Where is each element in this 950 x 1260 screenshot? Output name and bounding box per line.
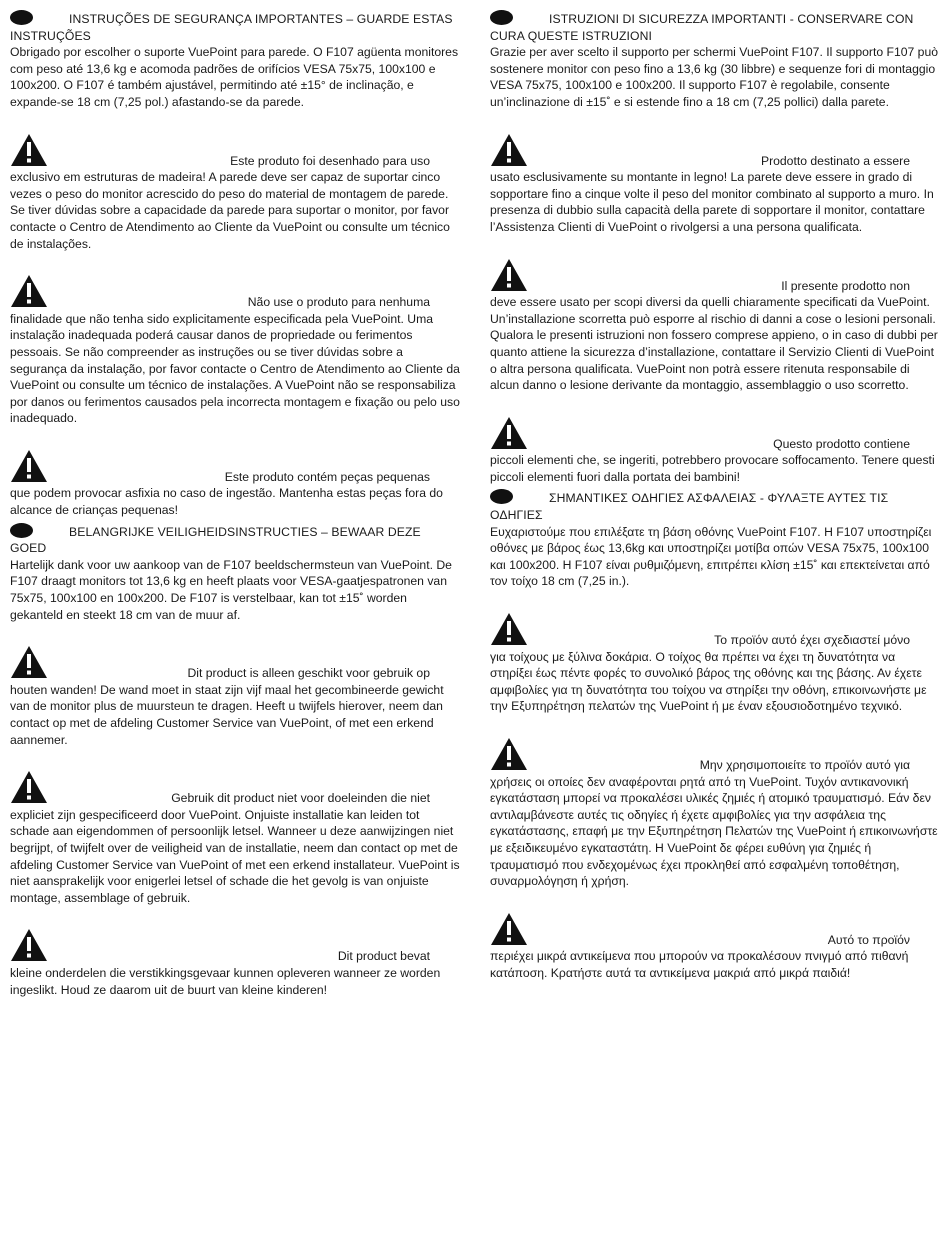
warning-text: kleine onderdelen die verstikkingsgevaar kunnen opleveren wanneer ze worden ingeslikt. Houd ze daarom uit de buurt van kleine kinderen! (10, 965, 441, 997)
warning-lead: Gebruik dit product niet voor doeleinden die niet (171, 791, 430, 806)
warning-block (490, 912, 940, 982)
section-intro: Hartelijk dank voor uw aankoop van de F107 beeldschermsteun van VuePoint. De F107 draagt monitors tot 13,6 kg en heeft plaats voor VESA-gaatjespatronen van 75x75, 100x100 en 100x200. De F107 is verstelbaar, kan tot ±15˚ worden gekanteld en steekt 18 cm van de muur af. (10, 557, 452, 622)
warning-lead: Dit product bevat (337, 949, 430, 964)
warning-text: houten wanden! De wand moet in staat zijn vijf maal het gecombineerde gewicht van de monitor plus de muursteun te dragen. Heeft u twijfels hierover, neem dan contact op met de afdeling Customer Service van VuePoint, of met een erkend aannemer. (10, 682, 444, 747)
left-column (10, 10, 460, 998)
warning-icon (490, 612, 528, 646)
warning-lead: Το προϊόν αυτό έχει σχεδιαστεί μόνο (714, 633, 910, 648)
warning-icon (10, 133, 48, 167)
warning-icon (10, 928, 48, 962)
warning-icon (490, 912, 528, 946)
warning-block (490, 133, 940, 236)
section-intro: Obrigado por escolher o suporte VuePoint para parede. O F107 agüenta monitores com peso até 13,6 kg e acomoda padrões de orifícios VESA 75x75, 100x100 e 100x200. O F107 é também ajustável, permitindo até ±15° de inclinação, e expande-se 18 cm (7,25 pol.) afastando-se da parede. (10, 45, 459, 109)
warning-block (10, 274, 460, 427)
section-title: BELANGRIJKE VEILIGHEIDSINSTRUCTIES – BEWAAR DEZE GOED (10, 524, 421, 556)
warning-icon (490, 258, 528, 292)
warning-text: usato esclusivamente su montante in legno! La parete deve essere in grado di sopportare fino a cinque volte il peso del monitor combinato al supporto a muro. In presenza di dubbio sulla capacità della parete di sopportare il monitor, contattare l’Assistenza Clienti di VuePoint o rivolgersi a una persona qualificata. (490, 170, 934, 234)
warning-lead: Dit product is alleen geschikt voor gebruik op (187, 666, 430, 681)
warning-block (10, 133, 460, 253)
warning-lead: Μην χρησιμοποιείτε το προϊόν αυτό για (699, 758, 910, 772)
warning-lead: Não use o produto para nenhuma (247, 295, 430, 310)
warning-lead: Αυτό το προϊόν (827, 932, 910, 947)
section-intro: Grazie per aver scelto il supporto per schermi VuePoint F107. Il supporto F107 può sostenere monitor con peso fino a 13,6 kg (30 libbre) e sequenze fori di montaggio VESA 75x75, 100x100 e 100x200. Il supporto F107 è regolabile, consente un’inclinazione di ±15˚ e si estende fino a 18 cm (7,25 pollici) dalla parete. (490, 45, 939, 109)
warning-block (10, 449, 460, 519)
section-intro: Ευχαριστούμε που επιλέξατε τη βάση οθόνης VuePoint F107. Η F107 υποστηρίζει οθόνες με βάρος έως 13,6kg και υποστηρίζει μοτίβα οπών VESA 75x75, 100x100 και 100x200. Η F107 είναι ρυθμιζόμενη, επιτρέπει κλίση ±15˚ και επεκτείνεται από τον τοίχο 18 cm (7,25 in.). (490, 524, 932, 589)
warning-text: piccoli elementi che, se ingeriti, potrebbero provocare soffocamento. Tenere questi piccoli elementi fuori dalla portata dei bambini! (490, 453, 935, 484)
warning-icon (10, 449, 48, 483)
warning-block (10, 770, 460, 906)
warning-block (490, 612, 940, 715)
right-column (490, 10, 940, 982)
warning-text: περιέχει μικρά αντικείμενα που μπορούν να προκαλέσουν πνιγμό από πιθανή κατάποση. Κρατήστε αυτά τα αντικείμενα μακριά από μικρά παιδιά! (490, 949, 909, 980)
warning-lead: Este produto contém peças pequenas (224, 469, 430, 484)
warning-text: expliciet zijn gespecificeerd door VuePoint. Onjuiste installatie kan leiden tot schade aan eigendommen of persoonlijk letsel. Wanneer u deze aanwijzingen niet begrijpt, of twijfelt over de veiligheid van de installatie, neem dan contact op met de afdeling Customer Service van VuePoint of met een erkend installateur. VuePoint is niet aansprakelijk voor enigerlei letsel of schade die het gevolg is van onjuiste montage, assemblage of gebruik. (10, 807, 460, 905)
warning-icon (490, 416, 528, 450)
warning-icon (490, 737, 528, 771)
bullet-icon (10, 10, 33, 25)
warning-text: finalidade que não tenha sido explicitamente especificada pela VuePoint. Uma instalação inadequada poderá causar danos de propriedade ou ferimentos pessoais. Se não compreender as instruções ou se tiver dúvidas sobre a segurança da instalação, por favor contacte o Centro de Atendimento ao Cliente da VuePoint ou consulte um técnico de instalações. A VuePoint não se responsabiliza por danos ou ferimentos causados pela incorrecta montagem e fixação ou pelo uso inadequado. (10, 311, 460, 426)
warning-icon (10, 274, 48, 308)
warning-block (490, 416, 940, 486)
warning-lead: Este produto foi desenhado para uso (230, 153, 430, 168)
warning-block (10, 928, 460, 998)
warning-block (490, 258, 940, 394)
warning-icon (10, 770, 48, 804)
bullet-icon (490, 10, 513, 25)
section-greek (490, 489, 940, 981)
section-portuguese (10, 10, 460, 519)
bullet-icon (490, 489, 513, 504)
warning-icon (490, 133, 528, 167)
warning-icon (10, 645, 48, 679)
section-dutch (10, 523, 460, 998)
section-title: ΣΗΜΑΝΤΙΚΕΣ ΟΔΗΓΙΕΣ ΑΣΦΑΛΕΙΑΣ - ΦΥΛΑΞΤΕ ΑΥΤΕΣ ΤΙΣ ΟΔΗΓΙΕΣ (490, 491, 889, 523)
warning-block (10, 645, 460, 748)
section-italian (490, 10, 940, 485)
warning-lead: Questo prodotto contiene (773, 436, 910, 451)
warning-text: deve essere usato per scopi diversi da quelli chiaramente specificati da VuePoint. Un’installazione scorretta può esporre al rischio di danni a cose o lesioni personali. Qualora le presenti istruzioni non fossero comprese appieno, o in caso di dubbi per quanto attiene la sicurezza d’installazione, contattare il Servizio Clienti di VuePoint o altra persona qualificata. VuePoint non potrà essere ritenuta responsabile di alcun danno o lesione derivante da montaggio, assemblaggio o uso scorretto. (490, 295, 938, 393)
section-title: INSTRUÇÕES DE SEGURANÇA IMPORTANTES – GUARDE ESTAS INSTRUÇÕES (10, 12, 453, 43)
warning-text: χρήσεις οι οποίες δεν αναφέρονται ρητά από τη VuePoint. Τυχόν αντικανονική εγκατάσταση μπορεί να προκαλέσει υλικές ζημιές ή ατομικό τραυματισμό. Εάν δεν αντιλαμβάνεστε αυτές τις οδηγίες ή έχετε αμφιβολίες για την ασφάλεια της εγκατάστασης, επαφή με την Εξυπηρέτηση Πελατών της VuePoint ή επικοινωνήστε με εξειδικευμένο εγκαταστάτη. Η VuePoint δε φέρει ευθύνη για ζημιές ή τραυματισμό που ενδεχομένως έχει προκληθεί από εσφαλμένη τοποθέτηση, συναρμολόγηση ή χρήση. (490, 774, 938, 889)
warning-block (490, 737, 940, 890)
warning-text: για τοίχους με ξύλινα δοκάρια. Ο τοίχος θα πρέπει να έχει τη δυνατότητα να στηρίξει έως πέντε φορές το συνολικό βάρος της οθόνης και της βάσης. Αν έχετε αμφιβολίες για τη δυνατότητα του τοίχου να στηρίξει την οθόνη, επικοινωνήστε με την Εξυπηρέτηση πελατών της VuePoint ή με έναν εξουσιοδοτημένο τεχνικό. (490, 649, 927, 714)
warning-lead: Il presente prodotto non (781, 278, 910, 293)
warning-text: exclusivo em estruturas de madeira! A parede deve ser capaz de suportar cinco vezes o peso do monitor acrescido do peso do material de montagem de parede. Se tiver dúvidas sobre a capacidade da parede para suportar o monitor, por favor contacte o Centro de Atendimento ao Cliente da VuePoint ou consulte um técnico de instalações. (10, 170, 450, 251)
section-title: ISTRUZIONI DI SICUREZZA IMPORTANTI - CONSERVARE CON CURA QUESTE ISTRUZIONI (490, 12, 914, 43)
bullet-icon (10, 523, 33, 538)
warning-lead: Prodotto destinato a essere (760, 153, 910, 168)
warning-text: que podem provocar asfixia no caso de ingestão. Mantenha estas peças fora do alcance de crianças pequenas! (10, 486, 443, 518)
